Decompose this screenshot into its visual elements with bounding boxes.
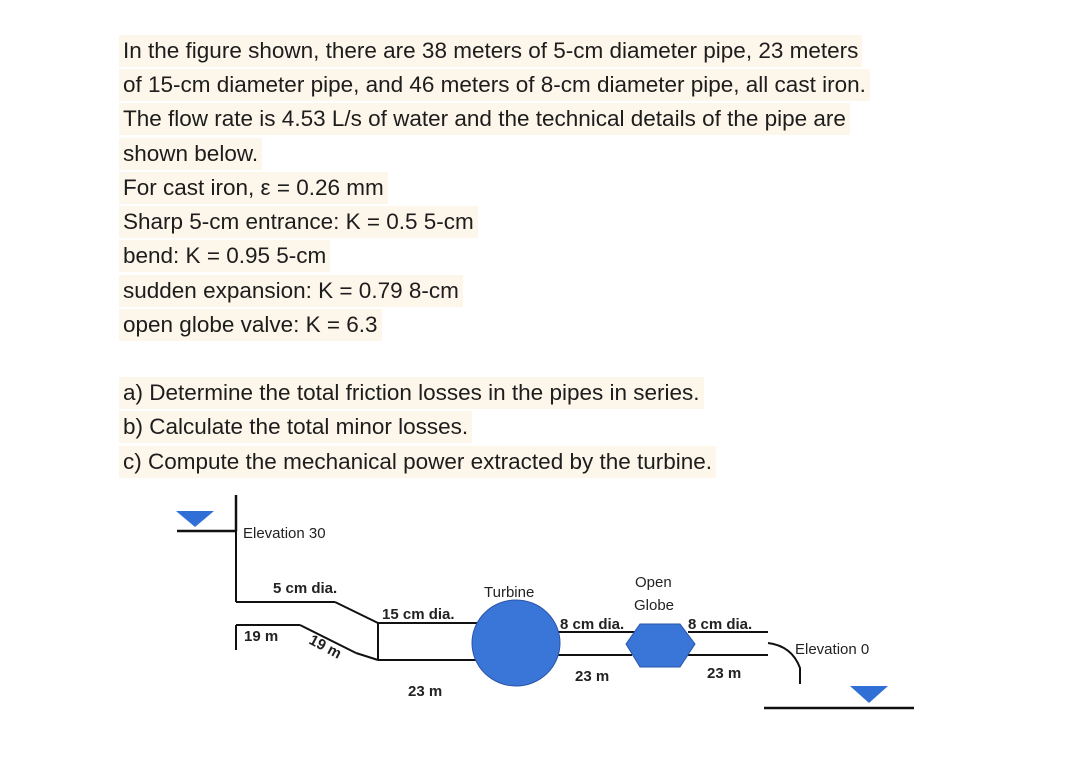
intro-line-3: The flow rate is 4.53 L/s of water and the technical details of the pipe are bbox=[119, 103, 850, 135]
pipe-8cm-b-label: 8 cm dia. bbox=[688, 616, 753, 633]
detail-globe-valve: open globe valve: K = 6.3 bbox=[119, 309, 382, 341]
pipe-5cm-end bbox=[356, 653, 378, 660]
elevation-top-label: Elevation 30 bbox=[243, 525, 326, 542]
question-a: a) Determine the total friction losses in the pipes in series. bbox=[119, 377, 704, 409]
turbine-label: Turbine bbox=[484, 584, 535, 601]
reservoir-bottom-water-icon bbox=[850, 686, 888, 703]
detail-expansion: sudden expansion: K = 0.79 8-cm bbox=[119, 275, 463, 307]
question-c: c) Compute the mechanical power extracted by the turbine. bbox=[119, 446, 716, 478]
length-8cm-a-label: 23 m bbox=[575, 668, 610, 685]
intro-line-2: of 15-cm diameter pipe, and 46 meters of 8-cm diameter pipe, all cast iron. bbox=[119, 69, 870, 101]
length-slope-label: 19 m bbox=[306, 631, 345, 663]
question-b: b) Calculate the total minor losses. bbox=[119, 411, 472, 443]
valve-label-line-1: Open bbox=[635, 574, 672, 591]
length-15cm-label: 23 m bbox=[408, 683, 443, 700]
turbine-icon bbox=[472, 600, 560, 686]
globe-valve-icon bbox=[626, 624, 695, 667]
intro-line-4: shown below. bbox=[119, 138, 262, 170]
length-8cm-b-label: 23 m bbox=[707, 665, 742, 682]
elevation-bottom-label: Elevation 0 bbox=[795, 641, 870, 658]
intro-line-1: In the figure shown, there are 38 meters of 5-cm diameter pipe, 23 meters bbox=[119, 35, 862, 67]
pipe-5cm-label: 5 cm dia. bbox=[273, 580, 338, 597]
detail-roughness: For cast iron, ε = 0.26 mm bbox=[119, 172, 388, 204]
detail-bend: bend: K = 0.95 5-cm bbox=[119, 240, 330, 272]
pipe-15cm-label: 15 cm dia. bbox=[382, 606, 455, 623]
reservoir-top-water-icon bbox=[176, 511, 214, 527]
pipe-8cm-a-label: 8 cm dia. bbox=[560, 616, 625, 633]
pipe-5cm-slope-top bbox=[335, 602, 378, 623]
valve-label-line-2: Globe bbox=[634, 597, 675, 614]
detail-entrance: Sharp 5-cm entrance: K = 0.5 5-cm bbox=[119, 206, 478, 238]
length-vertical-label: 19 m bbox=[244, 628, 279, 645]
